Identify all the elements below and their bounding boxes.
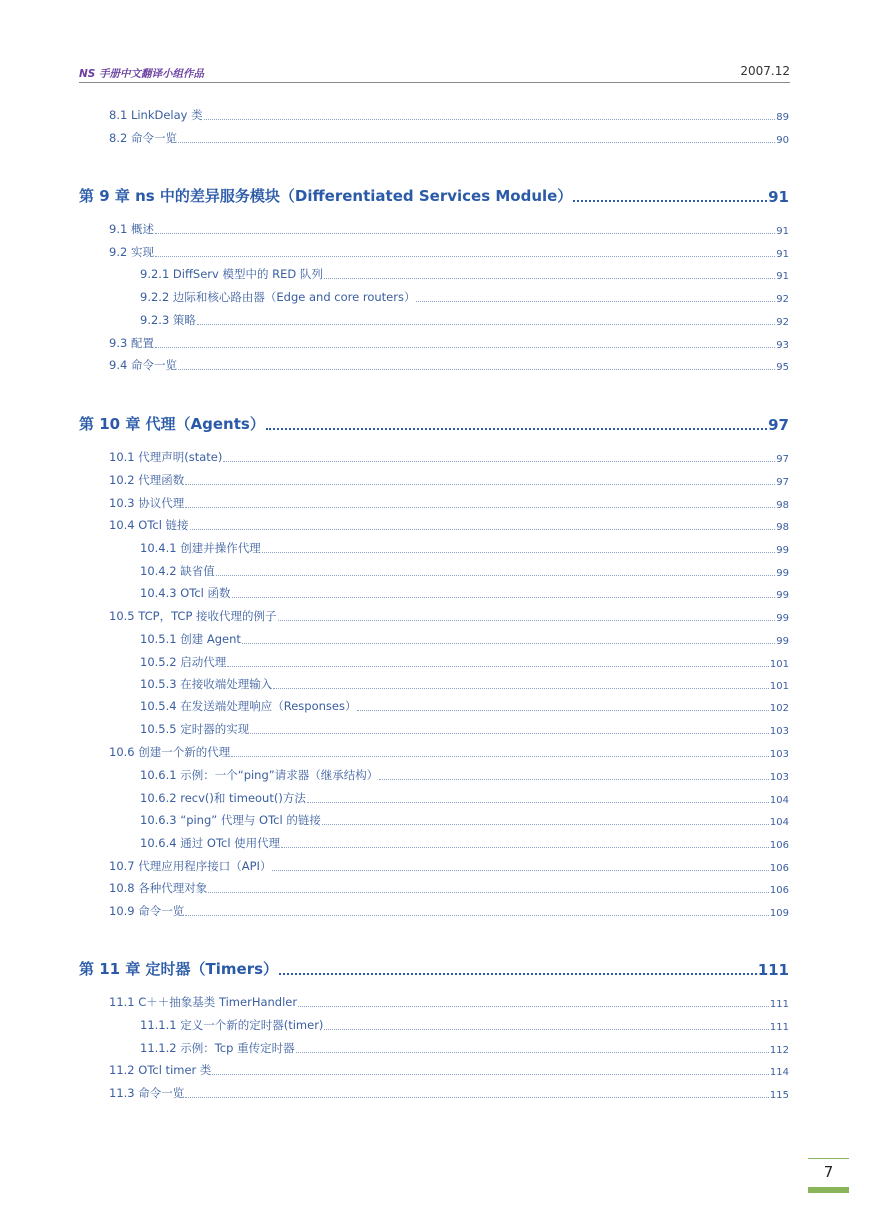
toc-entry-page: 104 <box>769 817 789 828</box>
toc-entry-label: 10.5.5 定时器的实现 <box>140 722 250 736</box>
toc-entry-page: 103 <box>769 772 789 783</box>
toc-entry-page: 103 <box>769 726 789 737</box>
leader-dots <box>155 346 775 348</box>
toc-entry-10-8[interactable] <box>109 880 789 896</box>
toc-entry-label: 10.1 代理声明(state) <box>109 450 223 464</box>
toc-entry-10-5[interactable] <box>109 608 789 624</box>
toc-chapter-page: 91 <box>768 188 789 206</box>
page-number-accent-bar <box>808 1187 849 1193</box>
leader-dots <box>232 596 776 598</box>
toc-entry-10-4[interactable] <box>109 517 789 533</box>
toc-entry-page: 111 <box>769 1022 789 1033</box>
toc-entry-10-5-4[interactable] <box>140 698 789 714</box>
toc-entry-label: 10.5.2 启动代理 <box>140 655 227 669</box>
leader-dots <box>178 368 775 370</box>
leader-dots <box>185 914 769 916</box>
toc-entry-page: 103 <box>769 749 789 760</box>
leader-dots <box>231 755 769 757</box>
toc-entry-label: 10.2 代理函数 <box>109 473 185 487</box>
toc-entry-page: 99 <box>776 568 789 579</box>
toc-entry-9-3[interactable] <box>109 335 789 351</box>
toc-entry-page: 99 <box>776 636 789 647</box>
toc-chapter-label: 第 11 章 定时器（Timers） <box>79 960 279 978</box>
leader-dots <box>322 823 769 825</box>
toc-entry-label: 10.9 命令一览 <box>109 904 185 918</box>
toc-entry-page: 99 <box>776 545 789 556</box>
toc-entry-label: 8.1 LinkDelay 类 <box>109 108 203 122</box>
toc-chapter-page: 111 <box>757 961 789 979</box>
toc-entry-label: 10.6.3 “ping” 代理与 OTcl 的链接 <box>140 813 321 827</box>
toc-entry-page: 99 <box>776 590 789 601</box>
toc-entry-10-2[interactable] <box>109 472 789 488</box>
toc-entry-label: 10.4.2 缺省值 <box>140 564 215 578</box>
toc-entry-label: 10.5 TCP，TCP 接收代理的例子 <box>109 609 277 623</box>
page-number-box <box>808 1158 849 1187</box>
toc-entry-page: 91 <box>776 226 789 237</box>
leader-dots <box>155 232 775 234</box>
toc-entry-label: 10.8 各种代理对象 <box>109 881 208 895</box>
toc-entry-label: 9.1 概述 <box>109 222 154 236</box>
toc-chapter-label: 第 10 章 代理（Agents） <box>79 415 265 433</box>
toc-entry-10-9[interactable] <box>109 903 789 919</box>
toc-entry-10-6-1[interactable] <box>140 767 789 783</box>
toc-entry-label: 10.5.1 创建 Agent <box>140 632 241 646</box>
toc-entry-11-2[interactable] <box>109 1062 789 1078</box>
toc-entry-page: 99 <box>776 613 789 624</box>
toc-entry-11-1[interactable] <box>109 994 789 1010</box>
toc-entry-label: 9.4 命令一览 <box>109 358 177 372</box>
toc-entry-11-1-1[interactable] <box>140 1017 789 1033</box>
toc-entry-10-4-3[interactable] <box>140 585 789 601</box>
toc-entry-page: 91 <box>776 249 789 260</box>
leader-dots <box>178 141 775 143</box>
leader-dots <box>324 277 775 279</box>
leader-dots <box>357 709 768 711</box>
toc-entry-label: 10.6.4 通过 OTcl 使用代理 <box>140 836 281 850</box>
toc-entry-label: 10.7 代理应用程序接口（API） <box>109 859 272 873</box>
toc-entry-page: 109 <box>769 908 789 919</box>
page-number: 7 <box>823 1163 834 1181</box>
toc-entry-label: 10.5.4 在发送端处理响应（Responses） <box>140 699 357 713</box>
toc-entry-page: 114 <box>769 1067 789 1078</box>
toc-entry-label: 10.6 创建一个新的代理 <box>109 745 231 759</box>
leader-dots <box>379 778 769 780</box>
leader-dots <box>272 869 768 871</box>
leader-dots <box>307 801 769 803</box>
leader-dots <box>212 1073 768 1075</box>
toc-entry-label: 11.1.2 示例：Tcp 重传定时器 <box>140 1041 295 1055</box>
toc-entry-9-2-3[interactable] <box>140 312 789 328</box>
toc-entry-9-2-1[interactable] <box>140 266 789 282</box>
toc-chapter-label: 第 9 章 ns 中的差异服务模块（Differentiated Services Module） <box>79 187 573 205</box>
leader-dots <box>223 460 775 462</box>
toc-entry-9-4[interactable] <box>109 357 789 373</box>
leader-dots <box>208 891 769 893</box>
toc-entry-8-2[interactable] <box>109 130 789 146</box>
toc-entry-label: 8.2 命令一览 <box>109 131 177 145</box>
toc-entry-label: 10.6.1 示例：一个“ping”请求器（继承结构） <box>140 768 379 782</box>
toc-entry-label: 9.2.1 DiffServ 模型中的 RED 队列 <box>140 267 323 281</box>
leader-dots <box>185 1096 769 1098</box>
toc-entry-page: 98 <box>776 522 789 533</box>
toc-entry-9-2[interactable] <box>109 244 789 260</box>
leader-dots <box>197 323 775 325</box>
leader-dots <box>416 300 775 302</box>
leader-dots <box>273 687 769 689</box>
leader-dots <box>266 427 767 430</box>
toc-entry-11-3[interactable] <box>109 1085 789 1101</box>
leader-dots <box>296 1051 769 1053</box>
toc-entry-page: 97 <box>776 454 789 465</box>
toc-entry-label: 9.2 实现 <box>109 245 154 259</box>
toc-entry-page: 93 <box>776 340 789 351</box>
toc-entry-page: 115 <box>769 1090 789 1101</box>
toc-entry-11-1-2[interactable] <box>140 1040 789 1056</box>
leader-dots <box>279 972 757 975</box>
toc-entry-label: 10.6.2 recv()和 timeout()方法 <box>140 791 306 805</box>
leader-dots <box>216 574 776 576</box>
toc-entry-label: 9.2.3 策略 <box>140 313 196 327</box>
toc-entry-page: 91 <box>776 271 789 282</box>
toc-entry-label: 9.2.2 边际和核心路由器（Edge and core routers） <box>140 290 416 304</box>
toc-entry-9-2-2[interactable] <box>140 289 789 305</box>
toc-entry-page: 111 <box>769 999 789 1010</box>
toc-entry-page: 92 <box>776 294 789 305</box>
header-title: NS 手册中文翻译小组作品 <box>79 68 205 80</box>
page-header <box>79 60 790 83</box>
toc-entry-9-1[interactable] <box>109 221 789 237</box>
toc-entry-label: 9.3 配置 <box>109 336 154 350</box>
leader-dots <box>281 846 769 848</box>
toc-entry-page: 95 <box>776 362 789 373</box>
toc-entry-label: 10.3 协议代理 <box>109 496 185 510</box>
toc-chapter-page: 97 <box>768 416 789 434</box>
toc-entry-10-4-1[interactable] <box>140 540 789 556</box>
toc-entry-10-6[interactable] <box>109 744 789 760</box>
toc-chapter-10[interactable] <box>79 413 789 434</box>
leader-dots <box>185 506 775 508</box>
leader-dots <box>250 732 769 734</box>
leader-dots <box>242 642 775 644</box>
toc-entry-page: 112 <box>769 1045 789 1056</box>
toc-entry-page: 97 <box>776 477 789 488</box>
toc-entry-label: 10.4.3 OTcl 函数 <box>140 586 231 600</box>
toc-entry-page: 106 <box>769 863 789 874</box>
toc-entry-page: 104 <box>769 795 789 806</box>
toc-entry-label: 10.4 OTcl 链接 <box>109 518 189 532</box>
toc-entry-page: 92 <box>776 317 789 328</box>
toc-entry-page: 106 <box>769 885 789 896</box>
leader-dots <box>227 665 769 667</box>
leader-dots <box>262 551 776 553</box>
toc-entry-page: 102 <box>769 703 789 714</box>
toc-entry-10-6-4[interactable] <box>140 835 789 851</box>
toc-entry-10-5-2[interactable] <box>140 654 789 670</box>
toc-entry-label: 11.1.1 定义一个新的定时器(timer) <box>140 1018 324 1032</box>
toc-entry-page: 106 <box>769 840 789 851</box>
toc-entry-10-5-1[interactable] <box>140 631 789 647</box>
toc-entry-page: 89 <box>776 112 789 123</box>
toc-entry-page: 101 <box>769 659 789 670</box>
toc-entry-8-1[interactable] <box>109 107 789 123</box>
toc-entry-10-5-3[interactable] <box>140 676 789 692</box>
toc-entry-page: 101 <box>769 681 789 692</box>
toc-entry-page: 98 <box>776 500 789 511</box>
toc-entry-page: 90 <box>776 135 789 146</box>
toc-entry-10-1[interactable] <box>109 449 789 465</box>
toc-entry-label: 11.3 命令一览 <box>109 1086 185 1100</box>
toc-entry-10-6-2[interactable] <box>140 790 789 806</box>
header-date: 2007.12 <box>740 64 790 78</box>
toc-entry-label: 11.2 OTcl timer 类 <box>109 1063 212 1077</box>
leader-dots <box>185 483 775 485</box>
toc-chapter-11[interactable] <box>79 958 789 979</box>
toc-entry-10-6-3[interactable] <box>140 812 789 828</box>
leader-dots <box>573 199 767 202</box>
leader-dots <box>155 255 775 257</box>
toc-entry-10-7[interactable] <box>109 858 789 874</box>
leader-dots <box>190 528 776 530</box>
leader-dots <box>204 118 776 120</box>
toc-entry-10-4-2[interactable] <box>140 563 789 579</box>
toc-chapter-9[interactable] <box>79 185 789 206</box>
leader-dots <box>298 1005 769 1007</box>
leader-dots <box>324 1028 768 1030</box>
toc-entry-label: 11.1 C＋＋抽象基类 TimerHandler <box>109 995 298 1009</box>
toc-entry-10-5-5[interactable] <box>140 721 789 737</box>
toc-entry-label: 10.5.3 在接收端处理输入 <box>140 677 273 691</box>
leader-dots <box>278 619 776 621</box>
toc-entry-label: 10.4.1 创建并操作代理 <box>140 541 261 555</box>
toc-entry-10-3[interactable] <box>109 495 789 511</box>
